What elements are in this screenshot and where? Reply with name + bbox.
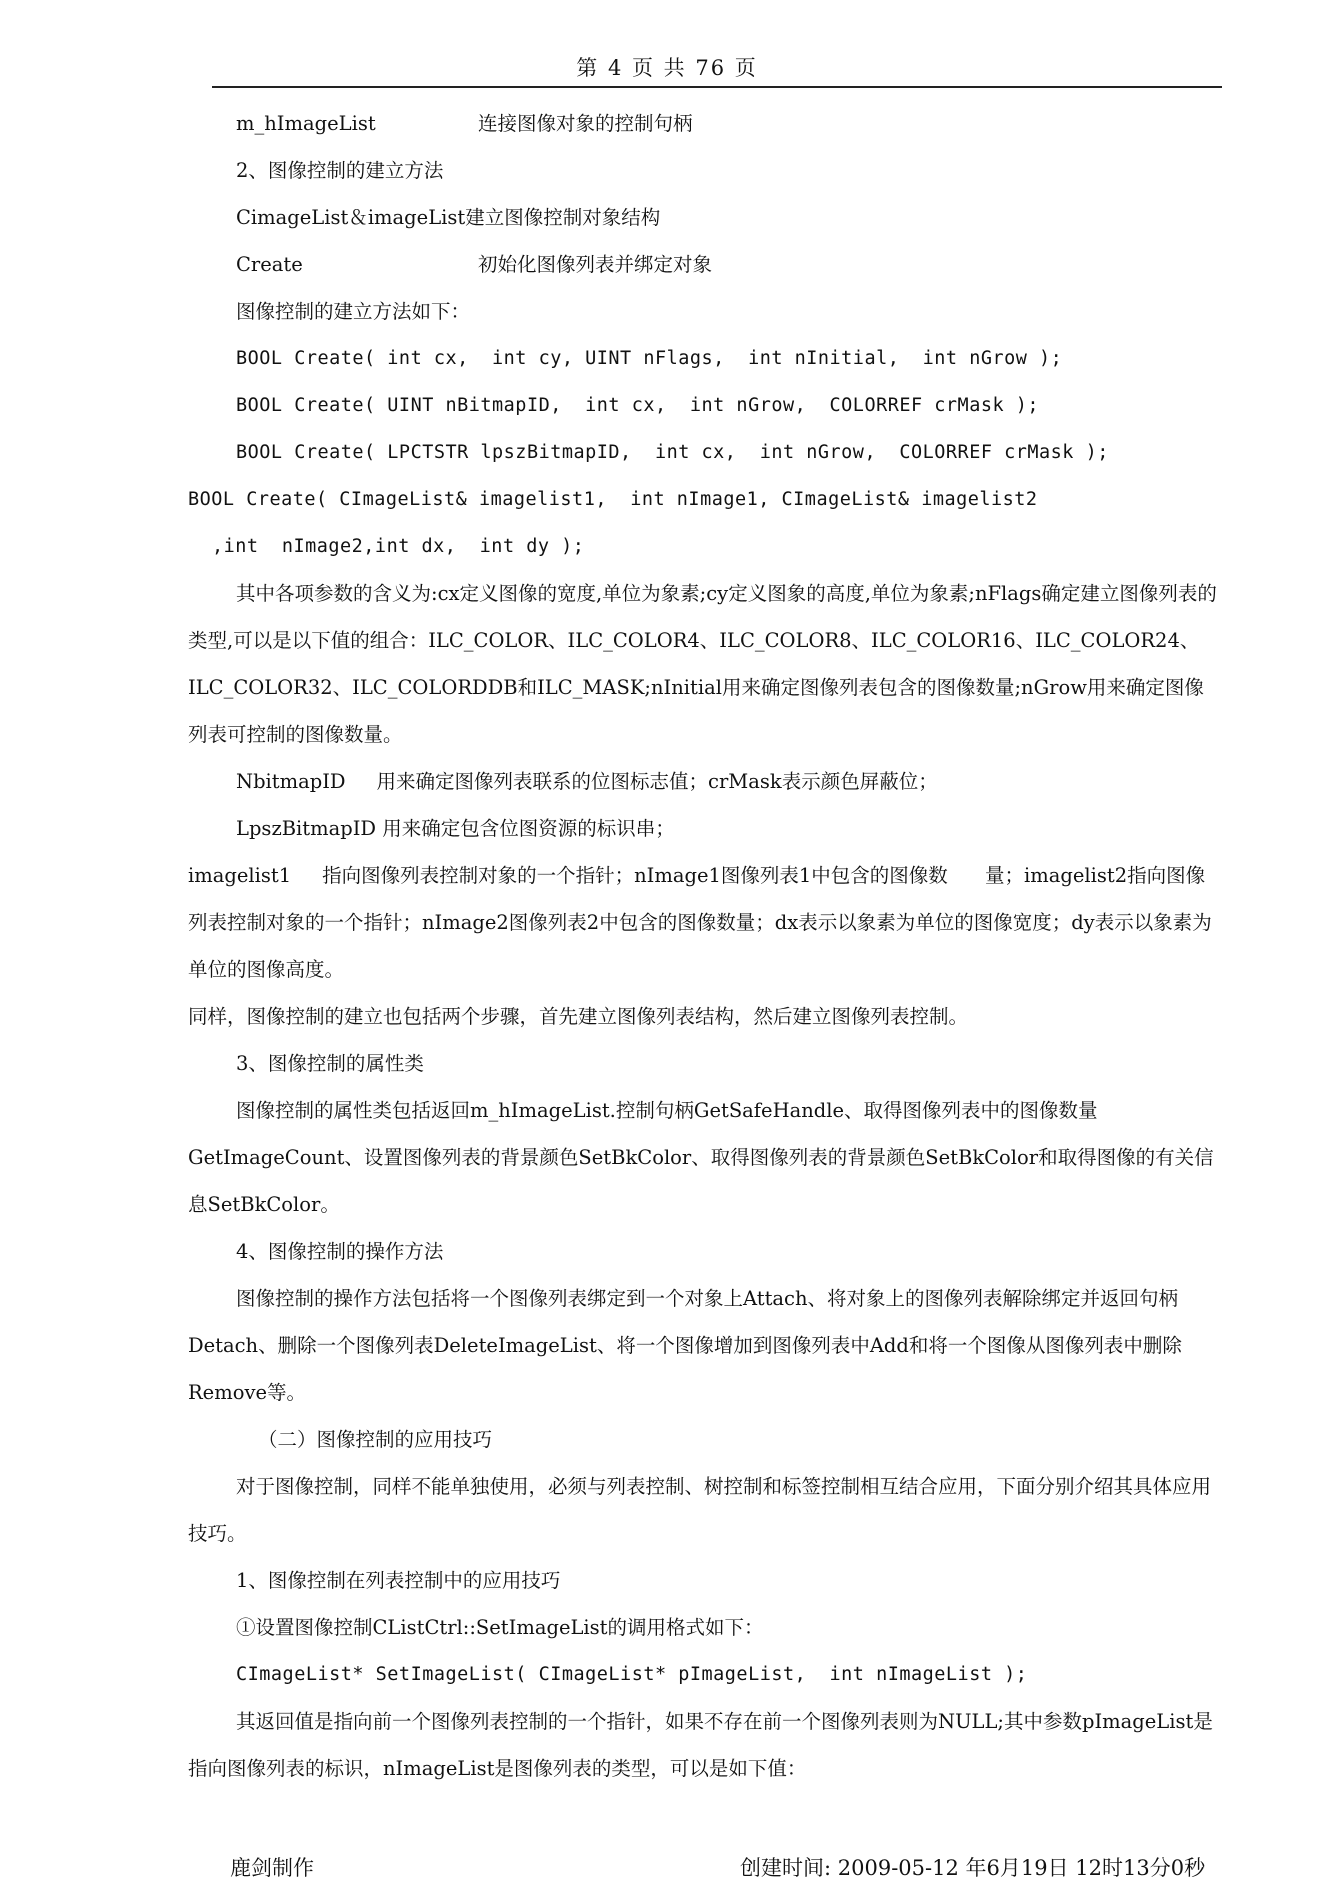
member-desc: 初始化图像列表并绑定对象 bbox=[478, 253, 713, 276]
section-heading: 4、图像控制的操作方法 bbox=[236, 1240, 444, 1263]
member-desc: 连接图像对象的控制句柄 bbox=[478, 112, 693, 135]
code-line: ,int nImage2,int dx, int dy ); bbox=[212, 536, 585, 557]
member-line-himagelist bbox=[188, 100, 1218, 147]
footer-author: 鹿剑制作 bbox=[230, 1856, 314, 1880]
paragraph: CimageList＆imageList建立图像控制对象结构 bbox=[236, 206, 661, 229]
paragraph: imagelist1 指向图像列表控制对象的一个指针；nImage1图像列表1中包含的图像数 量；imagelist2指向图像列表控制对象的一个指针；nImage2图像列表2中包含的图像数量；dx表示以象素为单位的图像宽度；dy表示以象素为单位的图像高度。 bbox=[188, 864, 1212, 981]
code-line: BOOL Create( int cx, int cy, UINT nFlags, int nInitial, int nGrow ); bbox=[236, 348, 1063, 369]
paragraph: 其中各项参数的含义为:cx定义图像的宽度,单位为象素;cy定义图象的高度,单位为象素;nFlags确定建立图像列表的类型,可以是以下值的组合：ILC_COLOR、ILC_COLOR4、ILC_COLOR8、ILC_COLOR16、ILC_COLOR24、ILC_COLOR32、ILC_COLORDDB和ILC_MASK;nInitial用来确定图像列表包含的图像数量;nGrow用来确定图像列表可控制的图像数量。 bbox=[188, 582, 1217, 746]
paragraph: LpszBitmapID 用来确定包含位图资源的标识串； bbox=[236, 817, 675, 840]
paragraph: 同样，图像控制的建立也包括两个步骤，首先建立图像列表结构，然后建立图像列表控制。 bbox=[188, 1005, 969, 1028]
paragraph: ①设置图像控制CListCtrl::SetImageList的调用格式如下： bbox=[236, 1616, 764, 1639]
header-rule bbox=[212, 86, 1222, 88]
section-heading: 1、图像控制在列表控制中的应用技巧 bbox=[236, 1569, 561, 1592]
paragraph: 图像控制的建立方法如下： bbox=[236, 300, 471, 323]
paragraph: 图像控制的操作方法包括将一个图像列表绑定到一个对象上Attach、将对象上的图像列表解除绑定并返回句柄Detach、删除一个图像列表DeleteImageList、将一个图像增加到图像列表中Add和将一个图像从图像列表中删除Remove等。 bbox=[188, 1287, 1182, 1404]
code-line: BOOL Create( UINT nBitmapID, int cx, int nGrow, COLORREF crMask ); bbox=[236, 395, 1040, 416]
paragraph: 图像控制的属性类包括返回m_hImageList.控制句柄GetSafeHandle、取得图像列表中的图像数量GetImageCount、设置图像列表的背景颜色SetBkColor、取得图像列表的背景颜色SetBkColor和取得图像的有关信息SetBkColor。 bbox=[188, 1099, 1214, 1216]
footer-created-time: 创建时间: 2009-05-12 年6月19日 12时13分0秒 bbox=[740, 1856, 1206, 1880]
document-body bbox=[188, 100, 1218, 1792]
paragraph: 对于图像控制，同样不能单独使用，必须与列表控制、树控制和标签控制相互结合应用，下面分别介绍其具体应用技巧。 bbox=[188, 1475, 1212, 1545]
section-heading: 2、图像控制的建立方法 bbox=[236, 159, 444, 182]
section-heading: 3、图像控制的属性类 bbox=[236, 1052, 424, 1075]
page-header: 第 4 页 共 76 页 bbox=[576, 56, 758, 80]
member-line-create bbox=[188, 241, 1218, 288]
code-line: BOOL Create( CImageList& imagelist1, int nImage1, CImageList& imagelist2 bbox=[188, 489, 1038, 510]
member-name: Create bbox=[236, 253, 303, 276]
section-heading: （二）图像控制的应用技巧 bbox=[258, 1428, 493, 1451]
paragraph: 其返回值是指向前一个图像列表控制的一个指针，如果不存在前一个图像列表则为NULL;其中参数pImageList是指向图像列表的标识，nImageList是图像列表的类型，可以是如下值： bbox=[188, 1710, 1213, 1780]
code-line: CImageList* SetImageList( CImageList* pImageList, int nImageList ); bbox=[236, 1664, 1028, 1685]
paragraph: NbitmapID 用来确定图像列表联系的位图标志值；crMask表示颜色屏蔽位； bbox=[236, 770, 938, 793]
code-line: BOOL Create( LPCTSTR lpszBitmapID, int cx, int nGrow, COLORREF crMask ); bbox=[236, 442, 1109, 463]
member-name: m_hImageList bbox=[236, 112, 376, 135]
